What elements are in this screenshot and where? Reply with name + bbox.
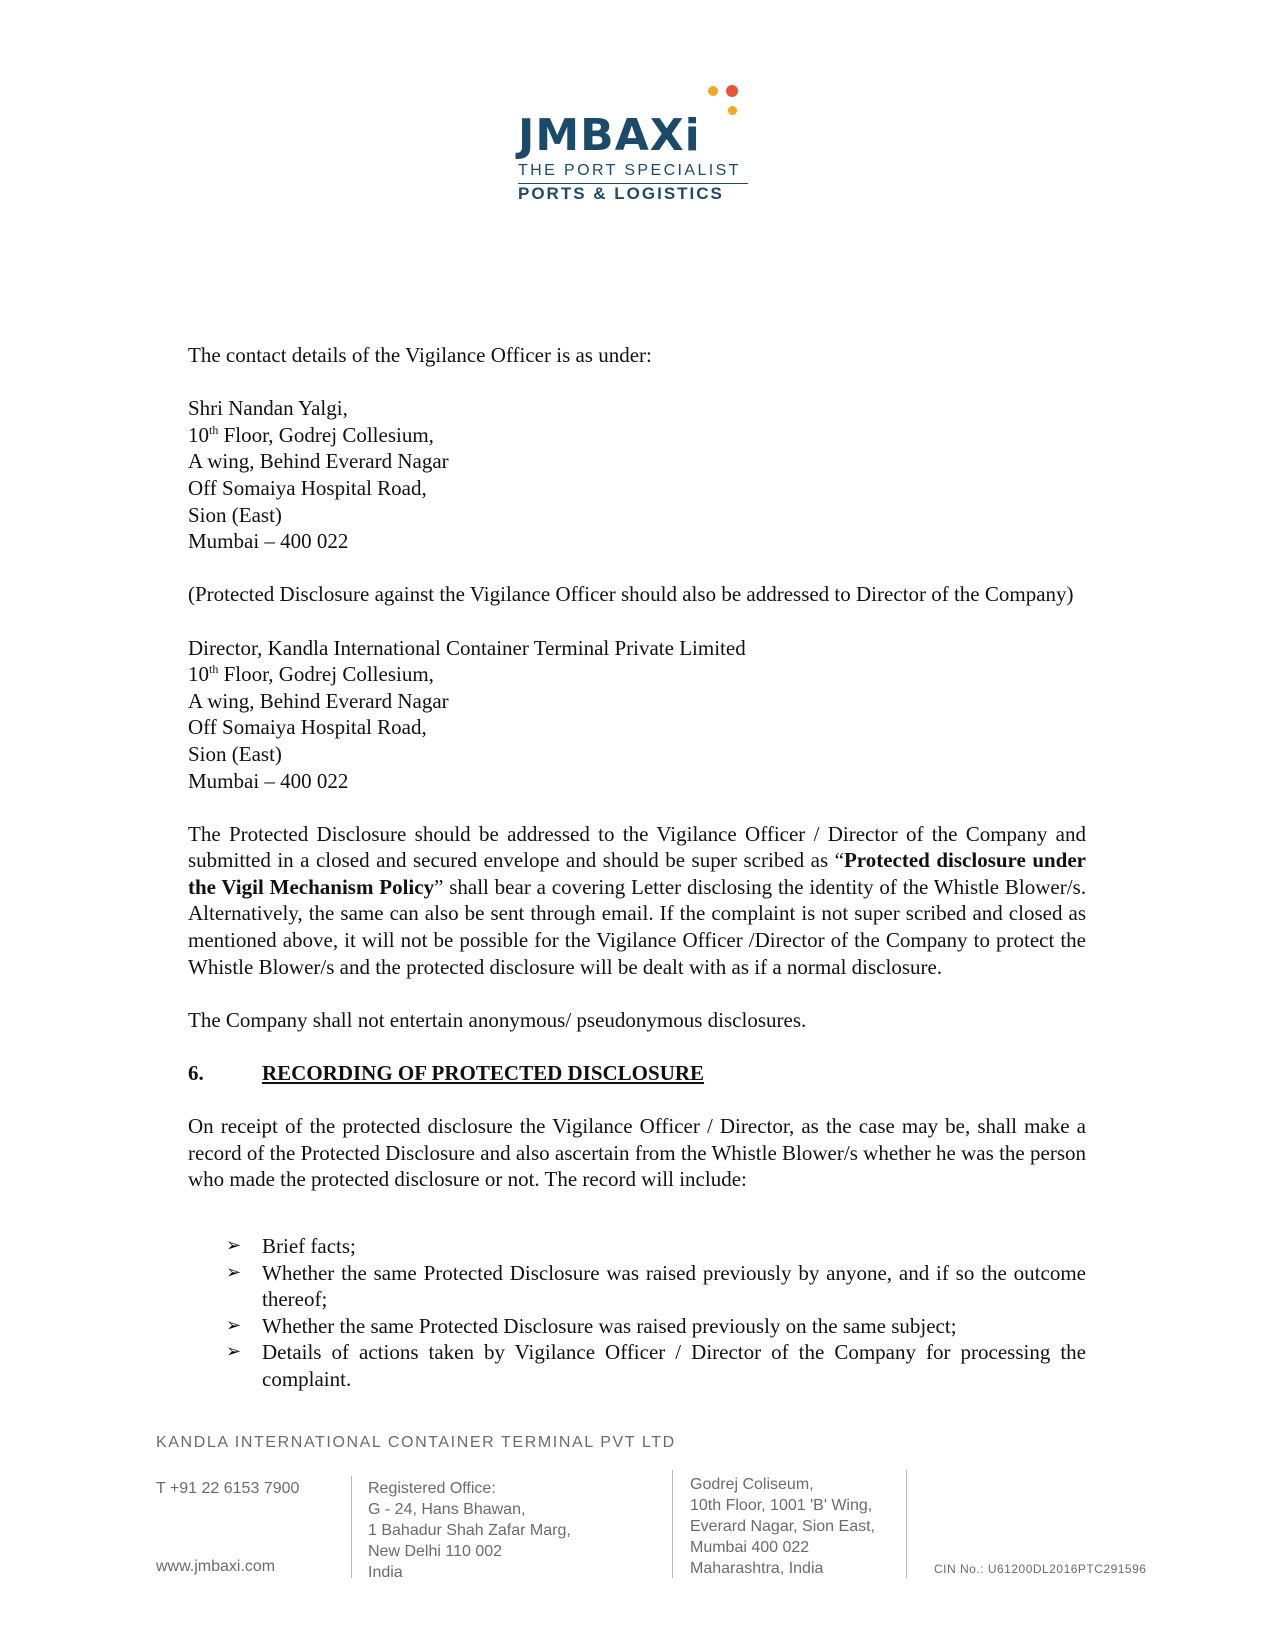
logo-dot [726,85,738,97]
address-line: Off Somaiya Hospital Road, [188,715,427,740]
list-item: ➢ Details of actions taken by Vigilance Officer / Director of the Company for processing the complaint. [226,1340,1086,1391]
address-line: Off Somaiya Hospital Road, [188,475,427,500]
anonymous-paragraph: The Company shall not entertain anonymous/ pseudonymous disclosures. [188,1007,807,1032]
recording-paragraph: On receipt of the protected disclosure the Vigilance Officer / Director, as the case may be, shall make a record of the Protected Disclosure and also ascertain from the Whistle Blower/s whether he was the person who made the protected disclosure or not. The record will include: [188,1114,1086,1192]
logo-tagline: THE PORT SPECIALIST [518,162,741,179]
disclosure-paragraph: The Protected Disclosure should be addressed to the Vigilance Officer / Director of the Company and submitted in a closed and secured envelope and should be super scribed as “Protected disclosure under the Vigil Mechanism Policy” shall bear a covering Letter disclosing the identity of the Whistle Blower/s. Alternatively, the same can also be sent through email. If the complaint is not super scribed and closed as mentioned above, it will not be possible for the Vigilance Officer /Director of the Company to protect the Whistle Blower/s and the protected disclosure will be dealt with as if a normal disclosure. [188,821,1086,979]
list-item: ➢ Whether the same Protected Disclosure was raised previously by anyone, and if so the outcome thereof; [226,1260,1086,1312]
footer-divider [351,1476,352,1578]
list-item: ➢ Whether the same Protected Disclosure was raised previously on the same subject; [226,1313,957,1338]
arrowhead-bullet-icon: ➢ [226,1341,242,1363]
section-heading [188,1060,1086,1087]
address-line: Mumbai – 400 022 [188,529,349,554]
section-title: RECORDING OF PROTECTED DISCLOSURE [262,1061,705,1086]
address-line: Director, Kandla International Container Terminal Private Limited [188,635,746,660]
address-line: Sion (East) [188,741,282,766]
logo-wordmark: JMBAXi [518,110,701,161]
arrowhead-bullet-icon: ➢ [226,1235,242,1256]
document-body [188,342,1086,1393]
intro-text: The contact details of the Vigilance Officer is as under: [188,343,652,367]
logo-subline: PORTS & LOGISTICS [518,184,724,203]
footer-divider [906,1470,907,1578]
record-items-list [188,1233,1086,1393]
arrowhead-bullet-icon: ➢ [226,1261,242,1283]
address-line: 10th Floor, Godrej Collesium, [188,422,434,447]
address-line: Shri Nandan Yalgi, [188,396,348,421]
director-note: (Protected Disclosure against the Vigilance Officer should also be addressed to Director of the Company) [188,582,1074,607]
address-line: A wing, Behind Everard Nagar [188,449,449,474]
footer-office-address: Godrej Coliseum, 10th Floor, 1001 'B' Wing, Everard Nagar, Sion East, Mumbai 400 022 Maharashtra, India [690,1476,875,1577]
address-line: Mumbai – 400 022 [188,768,349,793]
footer-website[interactable]: www.jmbaxi.com [156,1558,276,1575]
address-line: A wing, Behind Everard Nagar [188,688,449,713]
footer-registered-office: Registered Office: G - 24, Hans Bhawan, 1 Bahadur Shah Zafar Marg, New Delhi 110 002 India [368,1480,571,1581]
arrowhead-bullet-icon: ➢ [226,1314,242,1336]
company-logo [518,82,748,202]
footer-phone: T +91 22 6153 7900 [156,1480,300,1497]
address-line: 10th Floor, Godrej Collesium, [188,662,434,687]
list-item: ➢ Brief facts; [226,1234,356,1258]
logo-dot [728,106,737,115]
footer-company-name: KANDLA INTERNATIONAL CONTAINER TERMINAL PVT LTD [156,1434,676,1451]
logo-dot [708,86,718,96]
policy-name: Protected disclosure under the Vigil Mechanism Policy [188,848,1086,899]
section-number: 6. [188,1061,204,1086]
footer-divider [672,1470,673,1578]
address-line: Sion (East) [188,502,282,527]
footer-cin: CIN No.: U61200DL2016PTC291596 [934,1562,1147,1576]
